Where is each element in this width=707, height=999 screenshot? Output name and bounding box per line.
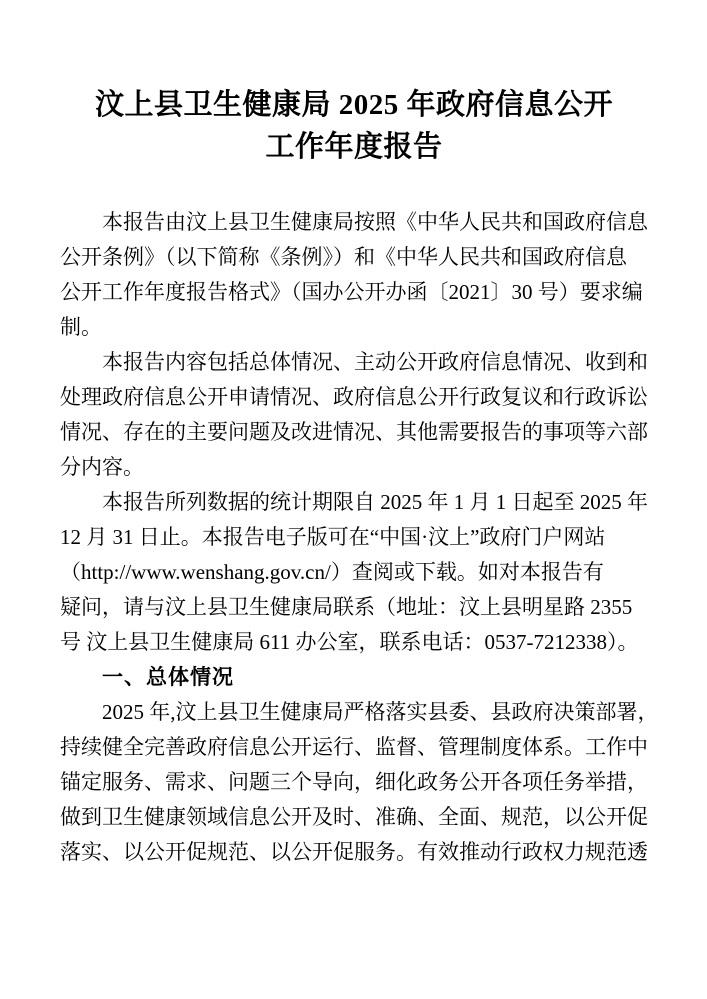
text-line: 本报告内容包括总体情况、主动公开政府信息情况、收到和 [102, 350, 648, 374]
paragraph-contents-overview [60, 345, 648, 485]
report-title-line-2: 工作年度报告 [265, 131, 443, 163]
text-line: 做到卫生健康领域信息公开及时、准确、全面、规范，以公开促 [60, 805, 648, 829]
text-line: 号 汶上县卫生健康局 611 办公室，联系电话：0537-7212338）。 [60, 630, 639, 654]
text-line: （http://www.wenshang.gov.cn/）查阅或下载。如对本报告有 [60, 560, 604, 584]
section-heading-overall-situation: 一、总体情况 [102, 666, 234, 689]
text-line: 本报告所列数据的统计期限自 2025 年 1 月 1 日起至 2025 年 [102, 490, 648, 514]
paragraph-statistics-period [60, 485, 648, 660]
text-line: 公开条例》（以下简称《条例》）和《中华人民共和国政府信息 [60, 245, 627, 269]
report-title [60, 84, 648, 168]
report-title-line-1: 汶上县卫生健康局 2025 年政府信息公开 [94, 89, 613, 121]
text-line: 持续健全完善政府信息公开运行、监督、管理制度体系。工作中 [60, 735, 648, 759]
report-content [60, 205, 659, 870]
text-line: 情况、存在的主要问题及改进情况、其他需要报告的事项等六部 [60, 420, 648, 444]
text-line: 分内容。 [60, 455, 144, 479]
paragraph-overall-situation [60, 695, 659, 870]
text-line: 2025 年,汶上县卫生健康局严格落实县委、县政府决策部署， [102, 700, 659, 724]
text-line: 12 月 31 日止。本报告电子版可在“中国·汶上”政府门户网站 [60, 525, 606, 549]
text-line: 锚定服务、需求、问题三个导向，细化政务公开各项任务举措， [60, 770, 648, 794]
text-line: 处理政府信息公开申请情况、政府信息公开行政复议和行政诉讼 [60, 385, 648, 409]
text-line: 疑问，请与汶上县卫生健康局联系（地址：汶上县明星路 2355 [60, 595, 633, 619]
text-line: 本报告由汶上县卫生健康局按照《中华人民共和国政府信息 [102, 210, 648, 234]
text-line: 落实、以公开促规范、以公开促服务。有效推动行政权力规范透 [60, 840, 648, 864]
text-line: 公开工作年度报告格式》（国办公开办函〔2021〕30 号）要求编 [60, 280, 643, 304]
text-line: 制。 [60, 315, 102, 339]
paragraph-intro [60, 205, 648, 345]
